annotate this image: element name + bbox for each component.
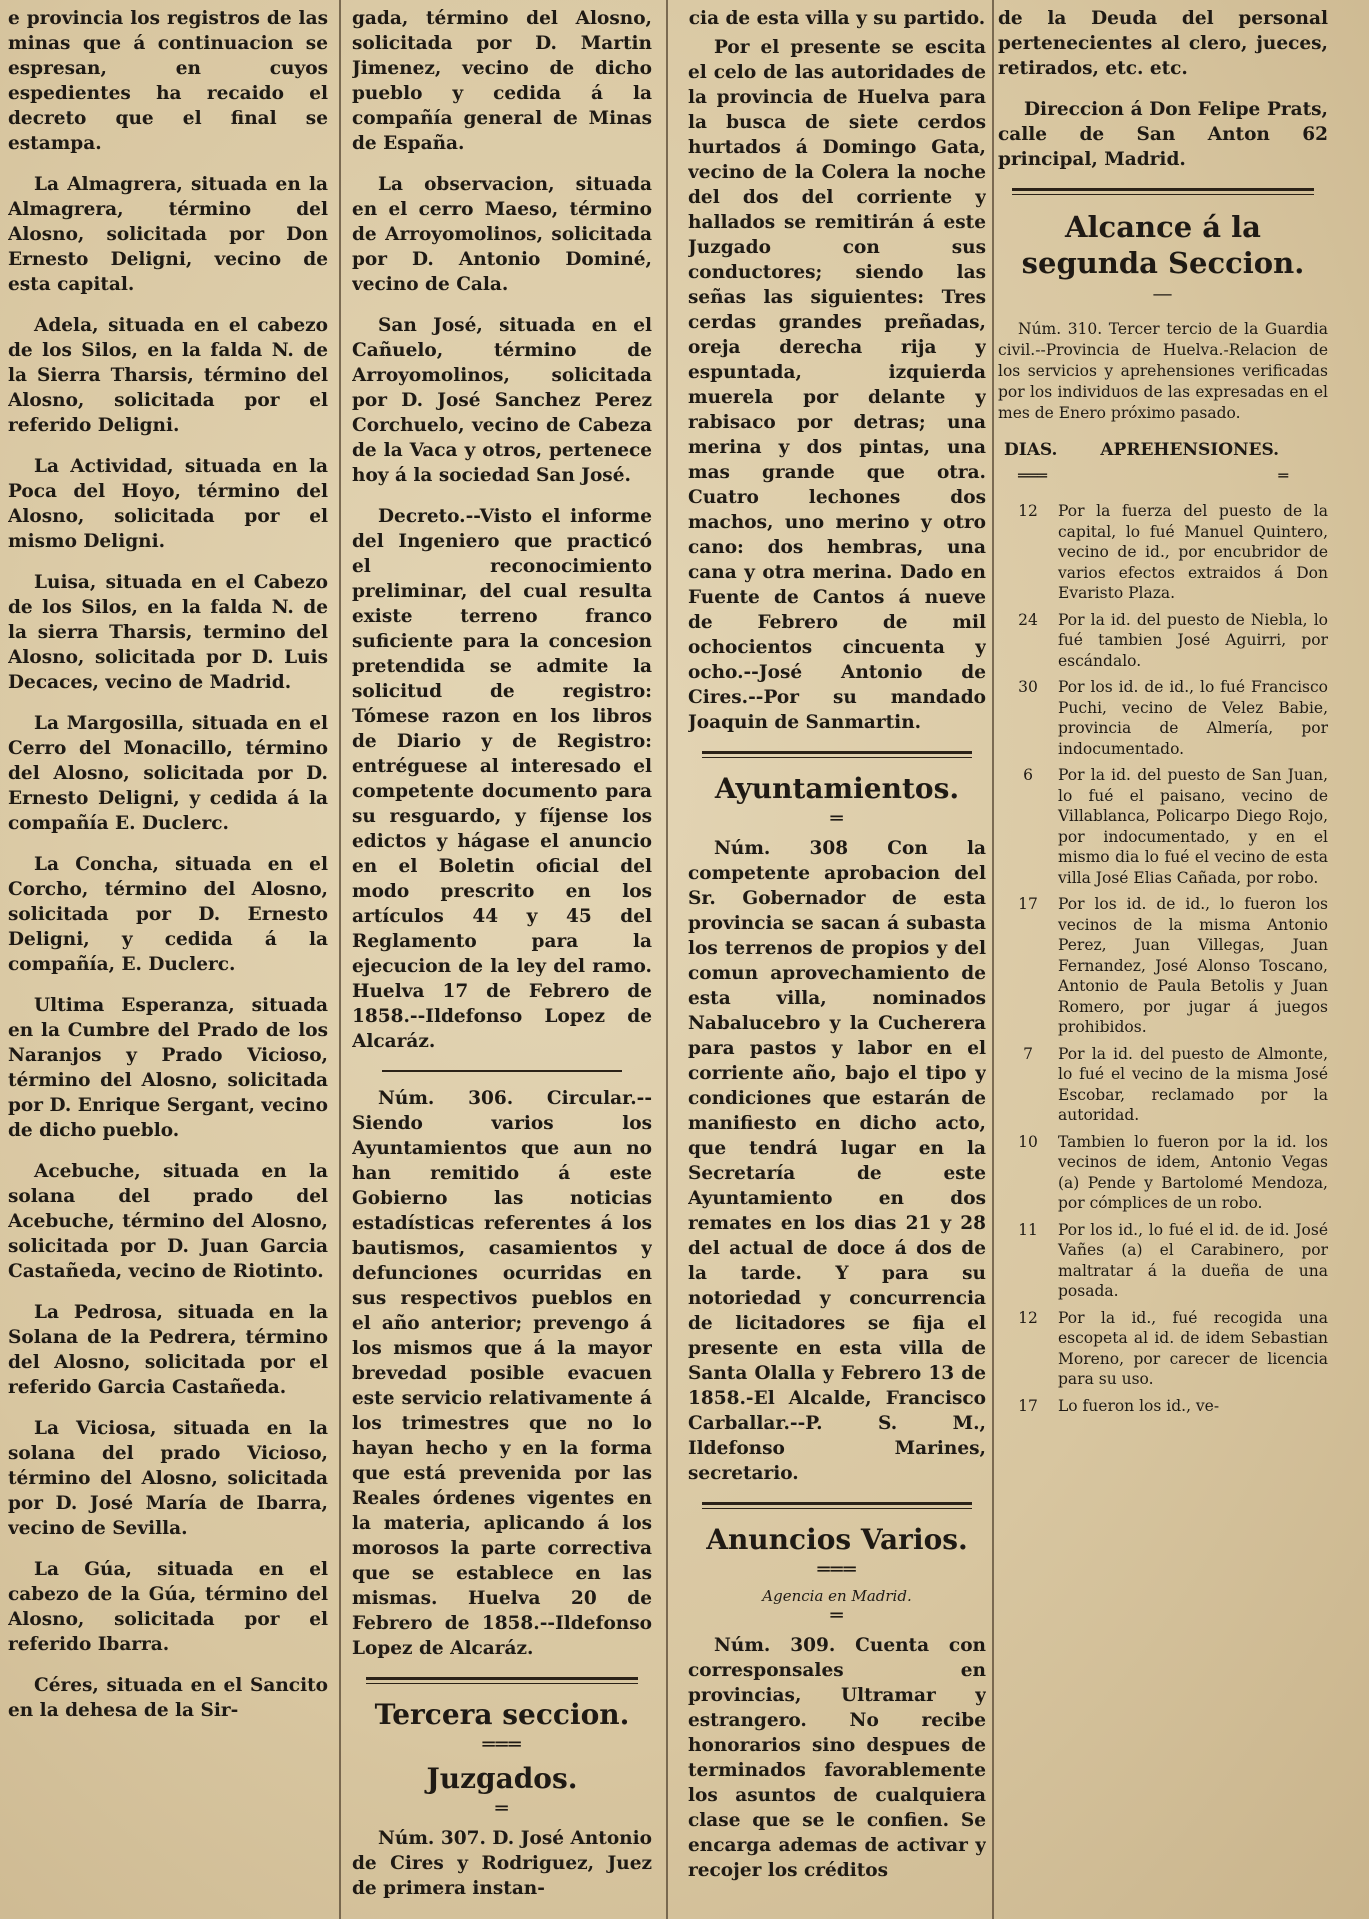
paragraph: e provincia los registros de las minas que á continuacion se espresan, en cuyos espedientes ha recaido el decreto que el final se estampa. [8, 8, 328, 154]
list-item [998, 1044, 1328, 1126]
paragraph: La Viciosa, situada en la solana del prado Vicioso, término del Alosno, solicitada por D. José María de Ibarra, vecino de Sevilla. [8, 1418, 328, 1539]
table-header [1004, 440, 1322, 460]
paragraph-309: Núm. 309. Cuenta con corresponsales en provincias, Ultramar y estrangero. No recibe honorarios sino despues de terminados favorablemente los asuntos de cualquiera clase que se le confien. Se encarga ademas de activar y recojer los créditos [688, 1635, 986, 1881]
ornament: ═ [830, 1603, 844, 1627]
section-divider [1012, 188, 1314, 195]
entry-day: 7 [1023, 1044, 1033, 1063]
section-heading-alcance: Alcance á la segunda Seccion. [1021, 210, 1305, 280]
paragraph-307: Núm. 307. D. José Antonio de Cires y Rodriguez, Juez de primera instan- [352, 1828, 652, 1899]
column-rule [339, 0, 341, 1919]
list-item [998, 1220, 1328, 1302]
column-rule [666, 0, 668, 1919]
paragraph: La observacion, situada en el cerro Maeso, término de Arroyomolinos, solicitada por D. Antonio Dominé, vecino de Cala. [352, 174, 652, 295]
aprehensiones-list [998, 501, 1328, 1416]
paragraph: La Pedrosa, situada en la Solana de la Pedrera, término del Alosno, solicitada por el referido Garcia Castañeda. [8, 1302, 328, 1398]
paragraph: de la Deuda del personal pertenecientes al clero, jueces, retirados, etc. etc. [998, 8, 1328, 79]
entry-text: Por los id. de id., lo fueron los vecinos de la misma Antonio Perez, Juan Villegas, Juan Fernandez, José Alonso Toscano, Antonio de Paula Betolis y Juan Romero, por jugar á juegos prohibidos. [1058, 895, 1328, 1036]
dias-label: DIAS. [1004, 440, 1058, 460]
list-item [998, 894, 1328, 1038]
entry-text: Por los id. de id., lo fué Francisco Puchi, vecino de Velez Babie, provincia de Almería, por indocumentado. [1058, 678, 1328, 758]
column-4 [998, 6, 1328, 1919]
aprehensiones-label: APREHENSIONES. [1100, 440, 1280, 460]
paragraph: La Almagrera, situada en la Almagrera, término del Alosno, solicitada por Don Ernesto Deligni, vecino de esta capital. [8, 174, 328, 295]
entry-day: 12 [1018, 502, 1038, 520]
subheading-agencia: Agencia en Madrid. [762, 1587, 912, 1605]
paragraph: gada, término del Alosno, solicitada por D. Martin Jimenez, vecino de dicho pueblo y cedida á la compañía general de Minas de España. [352, 8, 652, 154]
section-heading-ayuntamientos: Ayuntamientos. [714, 772, 960, 805]
paragraph-308: Núm. 308 Con la competente aprobacion del Sr. Gobernador de esta provincia se sacan á subasta los terrenos de propios y del comun aprovechamiento de esta villa, nominados Nabalucebro y la Cucherera para pastos y labor en el corriente año, bajo el tipo y condiciones que estarán de manifiesto en dicho acto, que tendrá lugar en la Secretaría de este Ayuntamiento en dos remates en los dias 21 y 28 del actual de doce á dos de la tarde. Y para su notoriedad y concurrencia de licitadores se fija el presente en esta villa de Santa Olalla y Febrero 13 de 1858.-El Alcalde, Francisco Carballar.--P. S. M., Ildefonso Marines, secretario. [688, 838, 986, 1484]
column-3 [688, 6, 986, 1919]
paragraph: La Margosilla, situada en el Cerro del Monacillo, término del Alosno, solicitada por D. Ernesto Deligni, y cedida á la compañía E. Duclerc. [8, 713, 328, 834]
paragraph-310: Núm. 310. Tercer tercio de la Guardia civil.--Provincia de Huelva.-Relacion de los servicios y aprehensiones verificadas por los individuos de las expresadas en el mes de Enero próximo pasado. [998, 320, 1328, 422]
paragraph: San José, situada en el Cañuelo, término de Arroyomolinos, solicitada por D. José Sanchez Perez Corchuelo, vecino de Cabeza de la Vaca y otros, pertenece hoy á la sociedad San José. [352, 315, 652, 486]
section-heading-juzgados: Juzgados. [426, 1762, 578, 1795]
paragraph: Por el presente se escita el celo de las autoridades de la provincia de Huelva para la busca de siete cerdos hurtados á Domingo Gata, vecino de la Colera la noche del dos del corriente y hallados se remitirán á este Juzgado con sus conductores; siendo las señas las siguientes: Tres cerdas grandes preñadas, oreja derecha rija y espuntada, izquierda muerela por delante y rabisaco por detras; una merina y dos pintas, una mas grande que otra. Cuatro lechones dos machos, uno merino y otro cano: dos hembras, una cana y otra merina. Dado en Fuente de Cantos á nueve de Febrero de mil ochocientos cincuenta y ocho.--José Antonio de Cires.--Por su mandado Joaquin de Sanmartin. [688, 37, 986, 733]
list-item [998, 1308, 1328, 1390]
ornament: ═ [495, 1796, 509, 1820]
paragraph: Luisa, situada en el Cabezo de los Silos, en la falda N. de la sierra Tharsis, termino del Alosno, solicitada por D. Luis Decaces, vecino de Madrid. [8, 572, 328, 693]
entry-day: 11 [1018, 1220, 1038, 1239]
section-heading-tercera: Tercera seccion. [374, 1698, 630, 1731]
entry-day: 10 [1018, 1132, 1038, 1151]
entry-day: 12 [1018, 1308, 1038, 1327]
list-item [998, 765, 1328, 888]
column-2 [352, 6, 652, 1919]
ornament: ═══ [817, 1557, 857, 1581]
entry-text: Por la id. del puesto de San Juan, lo fué el paisano, vecino de Villablanca, Policarpo Diego Rojo, por indocumentado, y en el mismo dia lo fué el vecino de esta villa José Elias Cañada, por robo. [1058, 766, 1328, 887]
paragraph: cia de esta villa y su partido. [688, 8, 986, 29]
list-item [998, 501, 1328, 604]
paragraph: La Gúa, situada en el cabezo de la Gúa, término del Alosno, solicitada por el referido Ibarra. [8, 1559, 328, 1655]
ornament: ═ [830, 806, 844, 830]
list-item [998, 677, 1328, 759]
list-item [998, 1132, 1328, 1214]
paragraph: Acebuche, situada en la solana del prado del Acebuche, término del Alosno, solicitada por D. Juan Garcia Castañeda, vecino de Riotinto. [8, 1161, 328, 1282]
ornament: — [1152, 281, 1174, 305]
section-divider [702, 751, 972, 758]
column-1 [8, 6, 328, 1919]
section-heading-anuncios: Anuncios Varios. [706, 1523, 968, 1556]
entry-text: Lo fueron los id., ve- [1058, 1396, 1220, 1415]
paragraph: La Actividad, situada en la Poca del Hoyo, término del Alosno, solicitada por el mismo Deligni. [8, 456, 328, 552]
entry-day: 17 [1018, 895, 1038, 913]
entry-text: Tambien lo fueron por la id. los vecinos de idem, Antonio Vegas (a) Pende y Bartolomé Mendoza, por cómplices de un robo. [1058, 1132, 1328, 1212]
paragraph: Direccion á Don Felipe Prats, calle de San Anton 62 principal, Madrid. [998, 99, 1328, 170]
section-divider [382, 1070, 622, 1072]
paragraph: La Concha, situada en el Corcho, término del Alosno, solicitada por D. Ernesto Deligni, y cedida á la compañía, E. Duclerc. [8, 854, 328, 975]
entry-text: Por la id., fué recogida una escopeta al id. de idem Sebastian Moreno, por carecer de licencia para su uso. [1058, 1308, 1328, 1388]
entry-day: 6 [1023, 766, 1033, 784]
list-item [998, 1396, 1328, 1417]
entry-text: Por los id., lo fué el id. de id. José Vañes (a) el Carabinero, por maltratar á la dueña de una posada. [1058, 1220, 1328, 1300]
paragraph: Céres, situada en el Sancito en la dehesa de la Sir- [8, 1675, 328, 1721]
entry-day: 17 [1018, 1396, 1038, 1415]
ornament: ═══ ═ [1018, 466, 1288, 485]
paragraph: Adela, situada en el cabezo de los Silos, en la falda N. de la Sierra Tharsis, término del Alosno, solicitada por el referido Deligni. [8, 315, 328, 436]
ornament: ═══ [482, 1732, 522, 1756]
entry-text: Por la id. del puesto de Almonte, lo fué el vecino de la misma José Escobar, reclamado por la autoridad. [1058, 1044, 1328, 1124]
column-rule [992, 0, 994, 1919]
section-divider [366, 1677, 638, 1684]
decree-paragraph: Decreto.--Visto el informe del Ingeniero que practicó el reconocimiento preliminar, del cual resulta existe terreno franco suficiente para la concesion pretendida se admite la solicitud de registro: Tómese razon en los libros de Diario y de Registro: entréguese al interesado el competente documento para su resguardo, y fíjense los edictos y hágase el anuncio en el Boletin oficial del modo prescrito en los artículos 44 y 45 del Reglamento para la ejecucion de la ley del ramo. Huelva 17 de Febrero de 1858.--Ildefonso Lopez de Alcaráz. [352, 506, 652, 1052]
entry-day: 24 [1018, 610, 1038, 629]
entry-text: Por la id. del puesto de Niebla, lo fué tambien José Aguirri, por escándalo. [1058, 610, 1328, 670]
paragraph: Ultima Esperanza, situada en la Cumbre del Prado de los Naranjos y Prado Vicioso, término del Alosno, solicitada por D. Enrique Sergant, vecino de dicho pueblo. [8, 995, 328, 1141]
entry-day: 30 [1018, 678, 1038, 696]
section-divider [702, 1502, 972, 1509]
entry-text: Por la fuerza del puesto de la capital, lo fué Manuel Quintero, vecino de id., por encubridor de varios efectos extraidos á Don Evaristo Plaza. [1058, 502, 1328, 602]
paragraph-306: Núm. 306. Circular.--Siendo varios los Ayuntamientos que aun no han remitido á este Gobierno las noticias estadísticas referentes á los bautismos, casamientos y defunciones ocurridas en sus respectivos pueblos en el año anterior; prevengo á los mismos que á la mayor brevedad posible evacuen este servicio relativamente á los trimestres que no lo hayan hecho y en la forma que está prevenida por las Reales órdenes vigentes en la materia, aplicando á los morosos la parte correctiva que se establece en las mismas. Huelva 20 de Febrero de 1858.--Ildefonso Lopez de Alcaráz. [352, 1088, 652, 1659]
list-item [998, 610, 1328, 672]
